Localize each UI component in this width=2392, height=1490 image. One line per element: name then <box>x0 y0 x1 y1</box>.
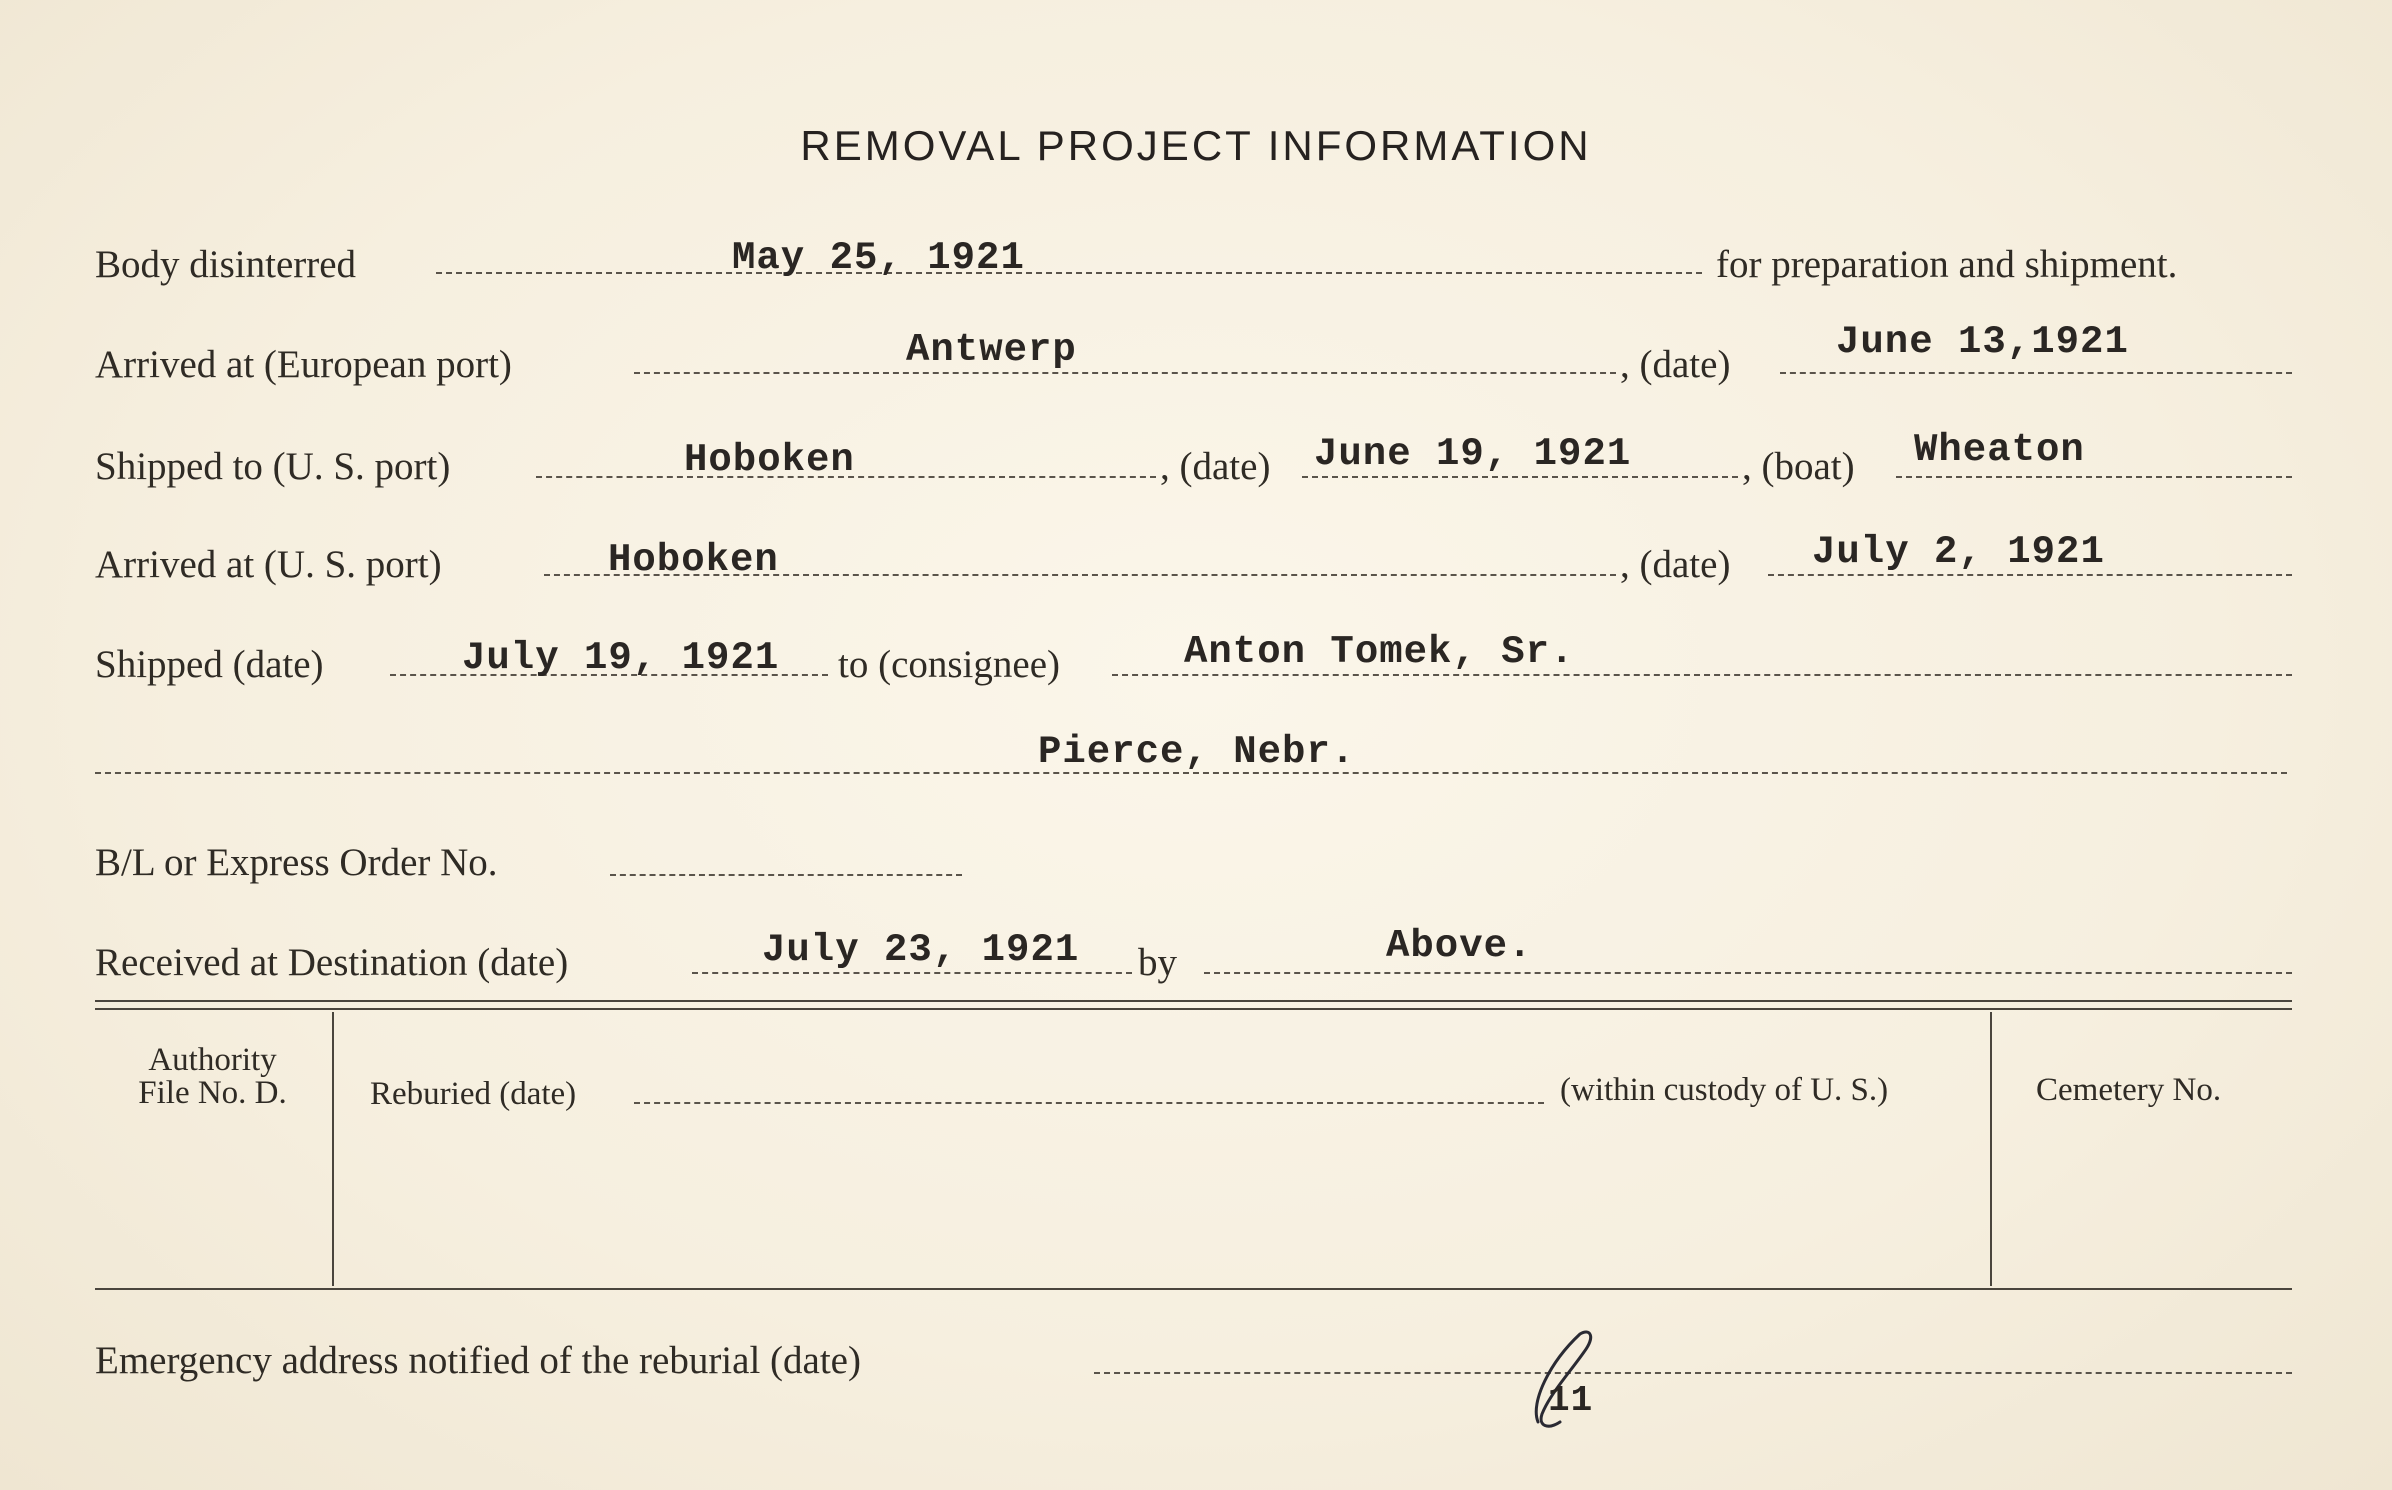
box-bottom-rule <box>95 1288 2292 1290</box>
consignee-label: to (consignee) <box>838 643 1061 686</box>
shipped-label: Shipped (date) <box>95 643 324 686</box>
emergency-label: Emergency address notified of the reburial (date) <box>95 1339 861 1382</box>
shipped-us-date-line <box>1302 476 1738 478</box>
shipped-us-value: Hoboken <box>684 438 855 482</box>
received-value: July 23, 1921 <box>762 928 1080 972</box>
address-value: Pierce, Nebr. <box>1038 730 1356 774</box>
shipped-us-boat-value: Wheaton <box>1914 428 2085 472</box>
consignee-line <box>1112 674 2292 676</box>
bl-line <box>610 874 962 876</box>
received-by-value: Above. <box>1386 924 1533 968</box>
arrived-us-date-value: July 2, 1921 <box>1812 530 2105 574</box>
received-label: Received at Destination (date) <box>95 941 569 984</box>
double-rule-top-left <box>95 1000 1613 1002</box>
disinterred-suffix: for preparation and shipment. <box>1716 243 2178 286</box>
authority-line1: Authority <box>148 1042 277 1078</box>
double-rule-bottom-right <box>1600 1008 2292 1010</box>
shipped-us-boat-label: , (boat) <box>1742 445 1855 488</box>
arrived-us-label: Arrived at (U. S. port) <box>95 543 442 586</box>
shipped-us-label: Shipped to (U. S. port) <box>95 445 451 488</box>
double-rule-bottom-left <box>95 1008 1613 1010</box>
authority-label <box>110 1044 315 1110</box>
initials-number: 11 <box>1548 1380 1594 1421</box>
shipped-value: July 19, 1921 <box>462 636 780 680</box>
bl-label: B/L or Express Order No. <box>95 841 498 884</box>
cemetery-label: Cemetery No. <box>2036 1072 2222 1108</box>
disinterred-value: May 25, 1921 <box>732 236 1025 280</box>
arrived-us-date-line <box>1768 574 2292 576</box>
consignee-value: Anton Tomek, Sr. <box>1184 630 1575 674</box>
received-by-label: by <box>1138 941 1177 984</box>
box-divider-left <box>332 1012 334 1286</box>
arrived-us-date-label: , (date) <box>1620 543 1731 586</box>
arrived-us-value: Hoboken <box>608 538 779 582</box>
euro-port-date-label: , (date) <box>1620 343 1731 386</box>
euro-port-line <box>634 372 1616 374</box>
shipped-us-date-value: June 19, 1921 <box>1314 432 1632 476</box>
received-by-line <box>1204 972 2292 974</box>
disinterred-label: Body disinterred <box>95 243 357 286</box>
euro-port-label: Arrived at (European port) <box>95 343 512 386</box>
reburied-line <box>634 1102 1544 1104</box>
card-title: REMOVAL PROJECT INFORMATION <box>800 122 1592 169</box>
euro-port-date-line <box>1780 372 2292 374</box>
authority-line2: File No. D. <box>138 1075 287 1111</box>
shipped-us-date-label: , (date) <box>1160 445 1271 488</box>
double-rule-top-right <box>1600 1000 2292 1002</box>
received-line <box>692 972 1132 974</box>
reburied-label: Reburied (date) <box>370 1076 577 1112</box>
euro-port-value: Antwerp <box>906 328 1077 372</box>
euro-port-date-value: June 13,1921 <box>1836 320 2129 364</box>
shipped-us-boat-line <box>1896 476 2292 478</box>
emergency-line <box>1094 1372 2292 1374</box>
box-divider-right <box>1990 1012 1992 1286</box>
disinterred-line <box>436 272 1702 274</box>
custody-label: (within custody of U. S.) <box>1560 1072 1889 1108</box>
